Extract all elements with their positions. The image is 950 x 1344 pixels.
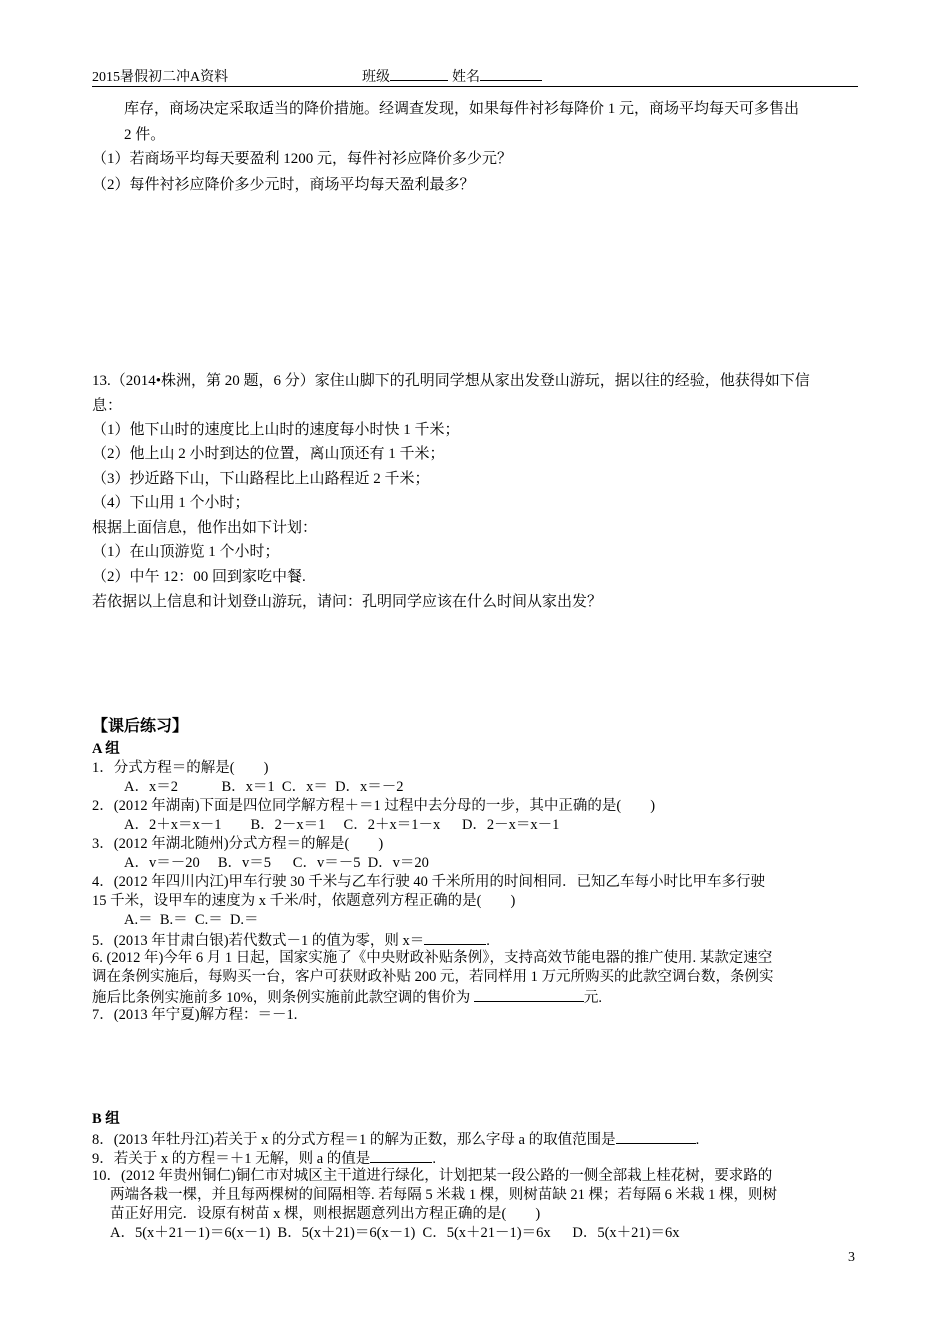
class-label: 班级 — [362, 66, 448, 86]
a3-options: A．v＝－20 B．v＝5 C．v＝－5 D．v＝20 — [124, 855, 429, 871]
class-blank[interactable] — [390, 66, 448, 81]
b8-answer-blank[interactable] — [616, 1129, 696, 1144]
a6-answer-blank[interactable] — [474, 987, 584, 1002]
q13-info2: （2）他上山 2 小时到达的位置，离山顶还有 1 千米； — [92, 446, 445, 462]
q12-line2: 2 件。 — [124, 127, 166, 143]
a2-question: 2．(2012 年湖南)下面是四位同学解方程＋＝1 过程中去分母的一步，其中正确的是( ) — [92, 798, 656, 814]
a5-question: 5．(2013 年甘肃白银)若代数式－1 的值为零，则 x＝ . — [92, 930, 490, 950]
b10-line3: 苗正好用完．设原有树苗 x 棵，则根据题意列出方程正确的是( ) — [110, 1206, 541, 1222]
a3-question: 3．(2012 年湖北随州)分式方程＝的解是( ) — [92, 836, 384, 852]
page-header — [92, 66, 858, 87]
q13-info4: （4）下山用 1 个小时； — [92, 495, 250, 511]
a6-line2: 调在条例实施后，每购买一台，客户可获财政补贴 200 元，若同样用 1 万元所购买的此款空调台数，条例实 — [92, 969, 774, 985]
b9-answer-blank[interactable] — [370, 1148, 432, 1163]
a4-line1: 4．(2012 年四川内江)甲车行驶 30 千米与乙车行驶 40 千米所用的时间相同．已知乙车每小时比甲车多行驶 — [92, 874, 766, 890]
q13-line2: 息： — [92, 398, 123, 414]
group-b-label: B 组 — [92, 1111, 120, 1127]
b8-question: 8．(2013 年牡丹江)若关于 x 的分式方程＝1 的解为正数，那么字母 a 的取值范围是 . — [92, 1129, 699, 1149]
page-number: 3 — [848, 1250, 855, 1265]
q12-line1: 库存，商场决定采取适当的降价措施。经调查发现，如果每件衬衫每降价 1 元，商场平均每天可多售出 — [124, 101, 800, 117]
b10-line1: 10．(2012 年贵州铜仁)铜仁市对城区主干道进行绿化，计划把某一段公路的一侧全部栽上桂花树，要求路的 — [92, 1168, 773, 1184]
a7-question: 7．(2013 年宁夏)解方程：＝－1. — [92, 1007, 298, 1023]
name-blank[interactable] — [480, 66, 542, 81]
a6-line3: 施后比条例实施前多 10%，则条例实施前此款空调的售价为 元. — [92, 987, 602, 1007]
q13-plan2: （2）中午 12：00 回到家吃中餐. — [92, 569, 306, 585]
group-a-label: A 组 — [92, 741, 120, 757]
q12-part1: （1）若商场平均每天要盈利 1200 元，每件衬衫应降价多少元？ — [92, 151, 513, 167]
header-title: 2015暑假初二冲A资料 — [92, 70, 229, 85]
b9-question: 9．若关于 x 的方程＝＋1 无解，则 a 的值是 . — [92, 1148, 436, 1168]
a4-line2: 15 千米，设甲车的速度为 x 千米/时，依题意列方程正确的是( ) — [92, 893, 516, 909]
a6-line1: 6. (2012 年)今年 6 月 1 日起，国家实施了《中央财政补贴条例》，支持高效节能电器的推广使用. 某款定速空 — [92, 950, 773, 966]
a5-answer-blank[interactable] — [424, 930, 486, 945]
name-label: 姓名 — [452, 66, 542, 86]
a2-options: A．2＋x＝x－1 B．2－x＝1 C．2＋x＝1－x D．2－x＝x－1 — [124, 817, 560, 833]
a4-options: A.＝ B.＝ C.＝ D.＝ — [124, 912, 259, 928]
q12-part2: （2）每件衬衫应降价多少元时，商场平均每天盈利最多？ — [92, 177, 475, 193]
a1-question: 1．分式方程＝的解是( ) — [92, 760, 269, 776]
section-title: 【课后练习】 — [92, 718, 189, 735]
q13-info1: （1）他下山时的速度比上山时的速度每小时快 1 千米； — [92, 422, 460, 438]
q13-question: 若依据以上信息和计划登山游玩，请问：孔明同学应该在什么时间从家出发？ — [92, 594, 603, 610]
q13-plan1: （1）在山顶游览 1 个小时； — [92, 544, 280, 560]
b10-options: A．5(x＋21－1)＝6(x－1) B．5(x＋21)＝6(x－1) C．5(x＋21－1)＝6x D．5(x＋21)＝6x — [110, 1225, 680, 1241]
a1-options: A．x＝2 B．x＝1 C．x＝ D．x＝－2 — [124, 779, 404, 795]
q13-plan: 根据上面信息，他作出如下计划： — [92, 520, 318, 536]
b10-line2: 两端各栽一棵，并且每两棵树的间隔相等. 若每隔 5 米栽 1 棵，则树苗缺 21 棵；若每隔 6 米栽 1 棵，则树 — [110, 1187, 777, 1203]
q13-line1: 13.（2014•株洲，第 20 题，6 分）家住山脚下的孔明同学想从家出发登山游玩，据以往的经验，他获得如下信 — [92, 373, 810, 389]
q13-info3: （3）抄近路下山，下山路程比上山路程近 2 千米； — [92, 471, 430, 487]
